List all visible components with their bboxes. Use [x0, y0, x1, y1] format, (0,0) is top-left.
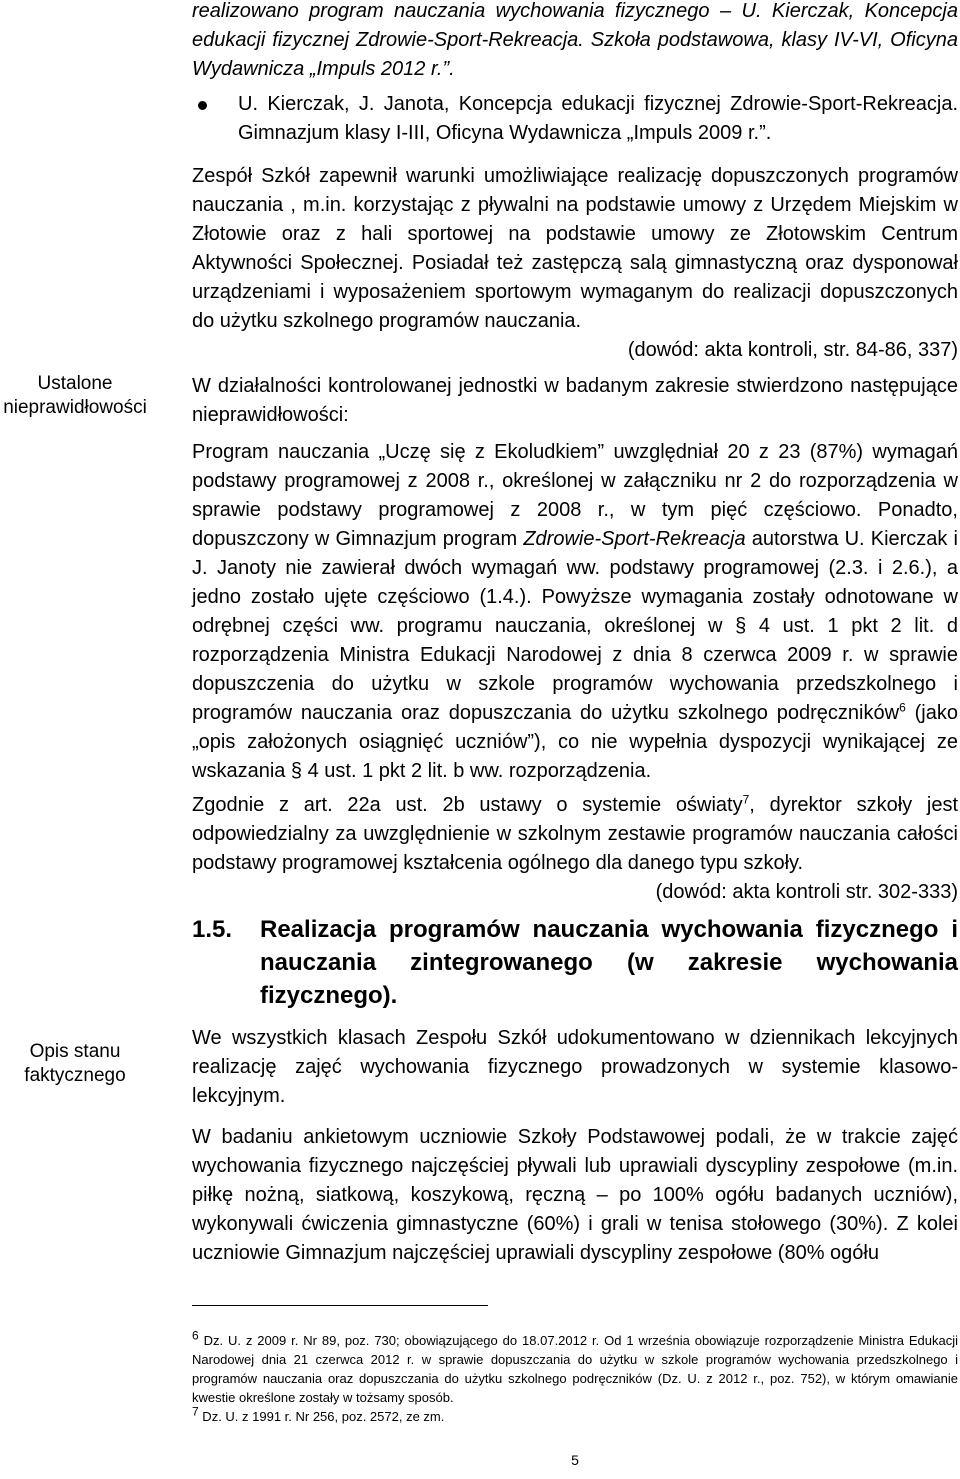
classes-paragraph — [192, 1024, 958, 1111]
program-text-part2: autorstwa U. Kierczak i J. Janoty nie zawierał dwóch wymagań ww. podstawy programowej (2.3. i 2.6.), a jedno zostało ujęte częściowo (1.4.). Powyższe wymagania zostały odnotowane w odrębnej części ww. programu nauczania, określonej w § 4 ust. 1 pkt 2 lit. d rozporządzenia Ministra Edukacji Narodowej z dnia 8 czerwca 2009 r. w sprawie dopuszczenia do użytku w szkole programów wychowania przedszkolnego i programów nauczania oraz dopuszczania do użytku szkolnego podręczników — [192, 528, 958, 724]
footnote-7 — [192, 1404, 958, 1426]
findings-text: W działalności kontrolowanej jednostki w badanym zakresie stwierdzono następujące nieprawidłowości: — [192, 375, 958, 426]
footnote-6 — [192, 1328, 958, 1407]
program-paragraph — [192, 438, 958, 786]
page-number: 5 — [571, 1452, 579, 1468]
footnote-ref-7: 7 — [742, 792, 750, 807]
section-number: 1.5. — [192, 916, 233, 943]
footnote-6-number: 6 — [192, 1328, 199, 1343]
law-paragraph — [192, 791, 958, 907]
program-text-part3: (jako „opis założonych osiągnięć uczniów”), co nie wypełnia dyspozycji wynikającej ze wskazania § 4 ust. 1 pkt 2 lit. b ww. rozporządzenia. — [192, 702, 958, 782]
bullet-list — [192, 90, 958, 148]
footnote-ref-6: 6 — [899, 700, 906, 715]
bullet-item — [192, 90, 958, 148]
footnote-separator — [192, 1305, 488, 1306]
sidebar-label-factual-state: Opis stanu faktycznego — [24, 1041, 126, 1086]
bullet-text: U. Kierczak, J. Janota, Koncepcja edukacji fizycznej Zdrowie-Sport-Rekreacja. Gimnazjum klasy I-III, Oficyna Wydawnicza „Impuls 2009 r.”. — [238, 93, 958, 144]
sidebar-label-irregularities: Ustalone nieprawidłowości — [3, 373, 147, 418]
survey-text: W badaniu ankietowym uczniowie Szkoły Podstawowej podali, że w trakcie zajęć wychowania fizycznego najczęściej pływali lub uprawiali dyscypliny zespołowe (m.in. piłkę nożną, siatkową, koszykową, ręczną – po 100% ogółu badanych uczniów), wykonywali ćwiczenia gimnastyczne (60%) i grali w tenisa stołowego (30%). Z kolei uczniowie Gimnazjum najczęściej uprawiali dyscypliny zespołowe (80% ogółu — [192, 1126, 958, 1264]
law-text — [192, 791, 958, 878]
continuation-text: realizowano program nauczania wychowania fizycznego – U. Kierczak, Koncepcja edukacji fizycznej Zdrowie-Sport-Rekreacja. Szkoła podstawowa, klasy IV-VI, Oficyna Wydawnicza „Impuls 2012 r.”. — [192, 0, 958, 80]
footnote-7-text: Dz. U. z 1991 r. Nr 256, poz. 2572, ze zm. — [198, 1409, 445, 1424]
continuation-paragraph — [192, 0, 958, 84]
conditions-text: Zespół Szkół zapewnił warunki umożliwiające realizację dopuszczonych programów nauczania , m.in. korzystając z pływalni na podstawie umowy z Urzędem Miejskim w Złotowie oraz z hali sportowej na podstawie umowy ze Złotowskim Centrum Aktywności Społecznej. Posiadał też zastępczą salą gimnastyczną oraz dysponował urządzeniami i wyposażeniem sportowym wymaganym do realizacji dopuszczonych do użytku szkolnego programów nauczania. — [192, 165, 958, 332]
evidence-reference: (dowód: akta kontroli, str. 84-86, 337) — [627, 339, 958, 361]
program-text — [192, 438, 958, 786]
bullet-dot-icon — [198, 101, 207, 110]
section-title: Realizacja programów nauczania wychowania fizycznego i nauczania zintegrowanego (w zakresie wychowania fizycznego). — [260, 916, 958, 1009]
footnote-7-number: 7 — [192, 1404, 199, 1419]
survey-paragraph — [192, 1123, 958, 1268]
law-text-part2: , dyrektor szkoły jest odpowiedzialny za uwzględnienie w szkolnym zestawie programów nauczania całości podstawy programowej kształcenia ogólnego dla danego typu szkoły. — [192, 794, 958, 874]
evidence-reference-2: (dowód: akta kontroli str. 302-333) — [655, 881, 958, 903]
law-text-part1: Zgodnie z art. 22a ust. 2b ustawy o systemie oświaty — [192, 794, 743, 816]
program-title-italic: Zdrowie-Sport-Rekreacja — [523, 528, 746, 550]
conditions-paragraph — [192, 162, 958, 365]
program-text-part1: Program nauczania „Uczę się z Ekoludkiem” uwzględniał 20 z 23 (87%) wymagań podstawy programowej z 2008 r., określonej w załączniku nr 2 do rozporządzenia w sprawie podstawy programowej z 2008 r., w tym pięć częściowo. Ponadto, dopuszczony w Gimnazjum program — [192, 441, 958, 550]
footnotes — [192, 1328, 958, 1426]
footnote-6-text: Dz. U. z 2009 r. Nr 89, poz. 730; obowiązującego do 18.07.2012 r. Od 1 września obowiązuje rozporządzenie Ministra Edukacji Narodowej dnia 21 czerwca 2012 r. w sprawie dopuszczania do użytku w szkole programów wychowania przedszkolnego i programów nauczania oraz dopuszczania do użytku szkolnego podręczników (Dz. U. z 2012 r., poz. 752), w którym omawianie kwestie określone zostały w tożsamy sposób. — [192, 1333, 958, 1405]
section-heading — [192, 913, 958, 1012]
findings-paragraph — [192, 372, 958, 430]
classes-text: We wszystkich klasach Zespołu Szkół udokumentowano w dziennikach lekcyjnych realizację zajęć wychowania fizycznego prowadzonych w systemie klasowo-lekcyjnym. — [192, 1027, 958, 1107]
